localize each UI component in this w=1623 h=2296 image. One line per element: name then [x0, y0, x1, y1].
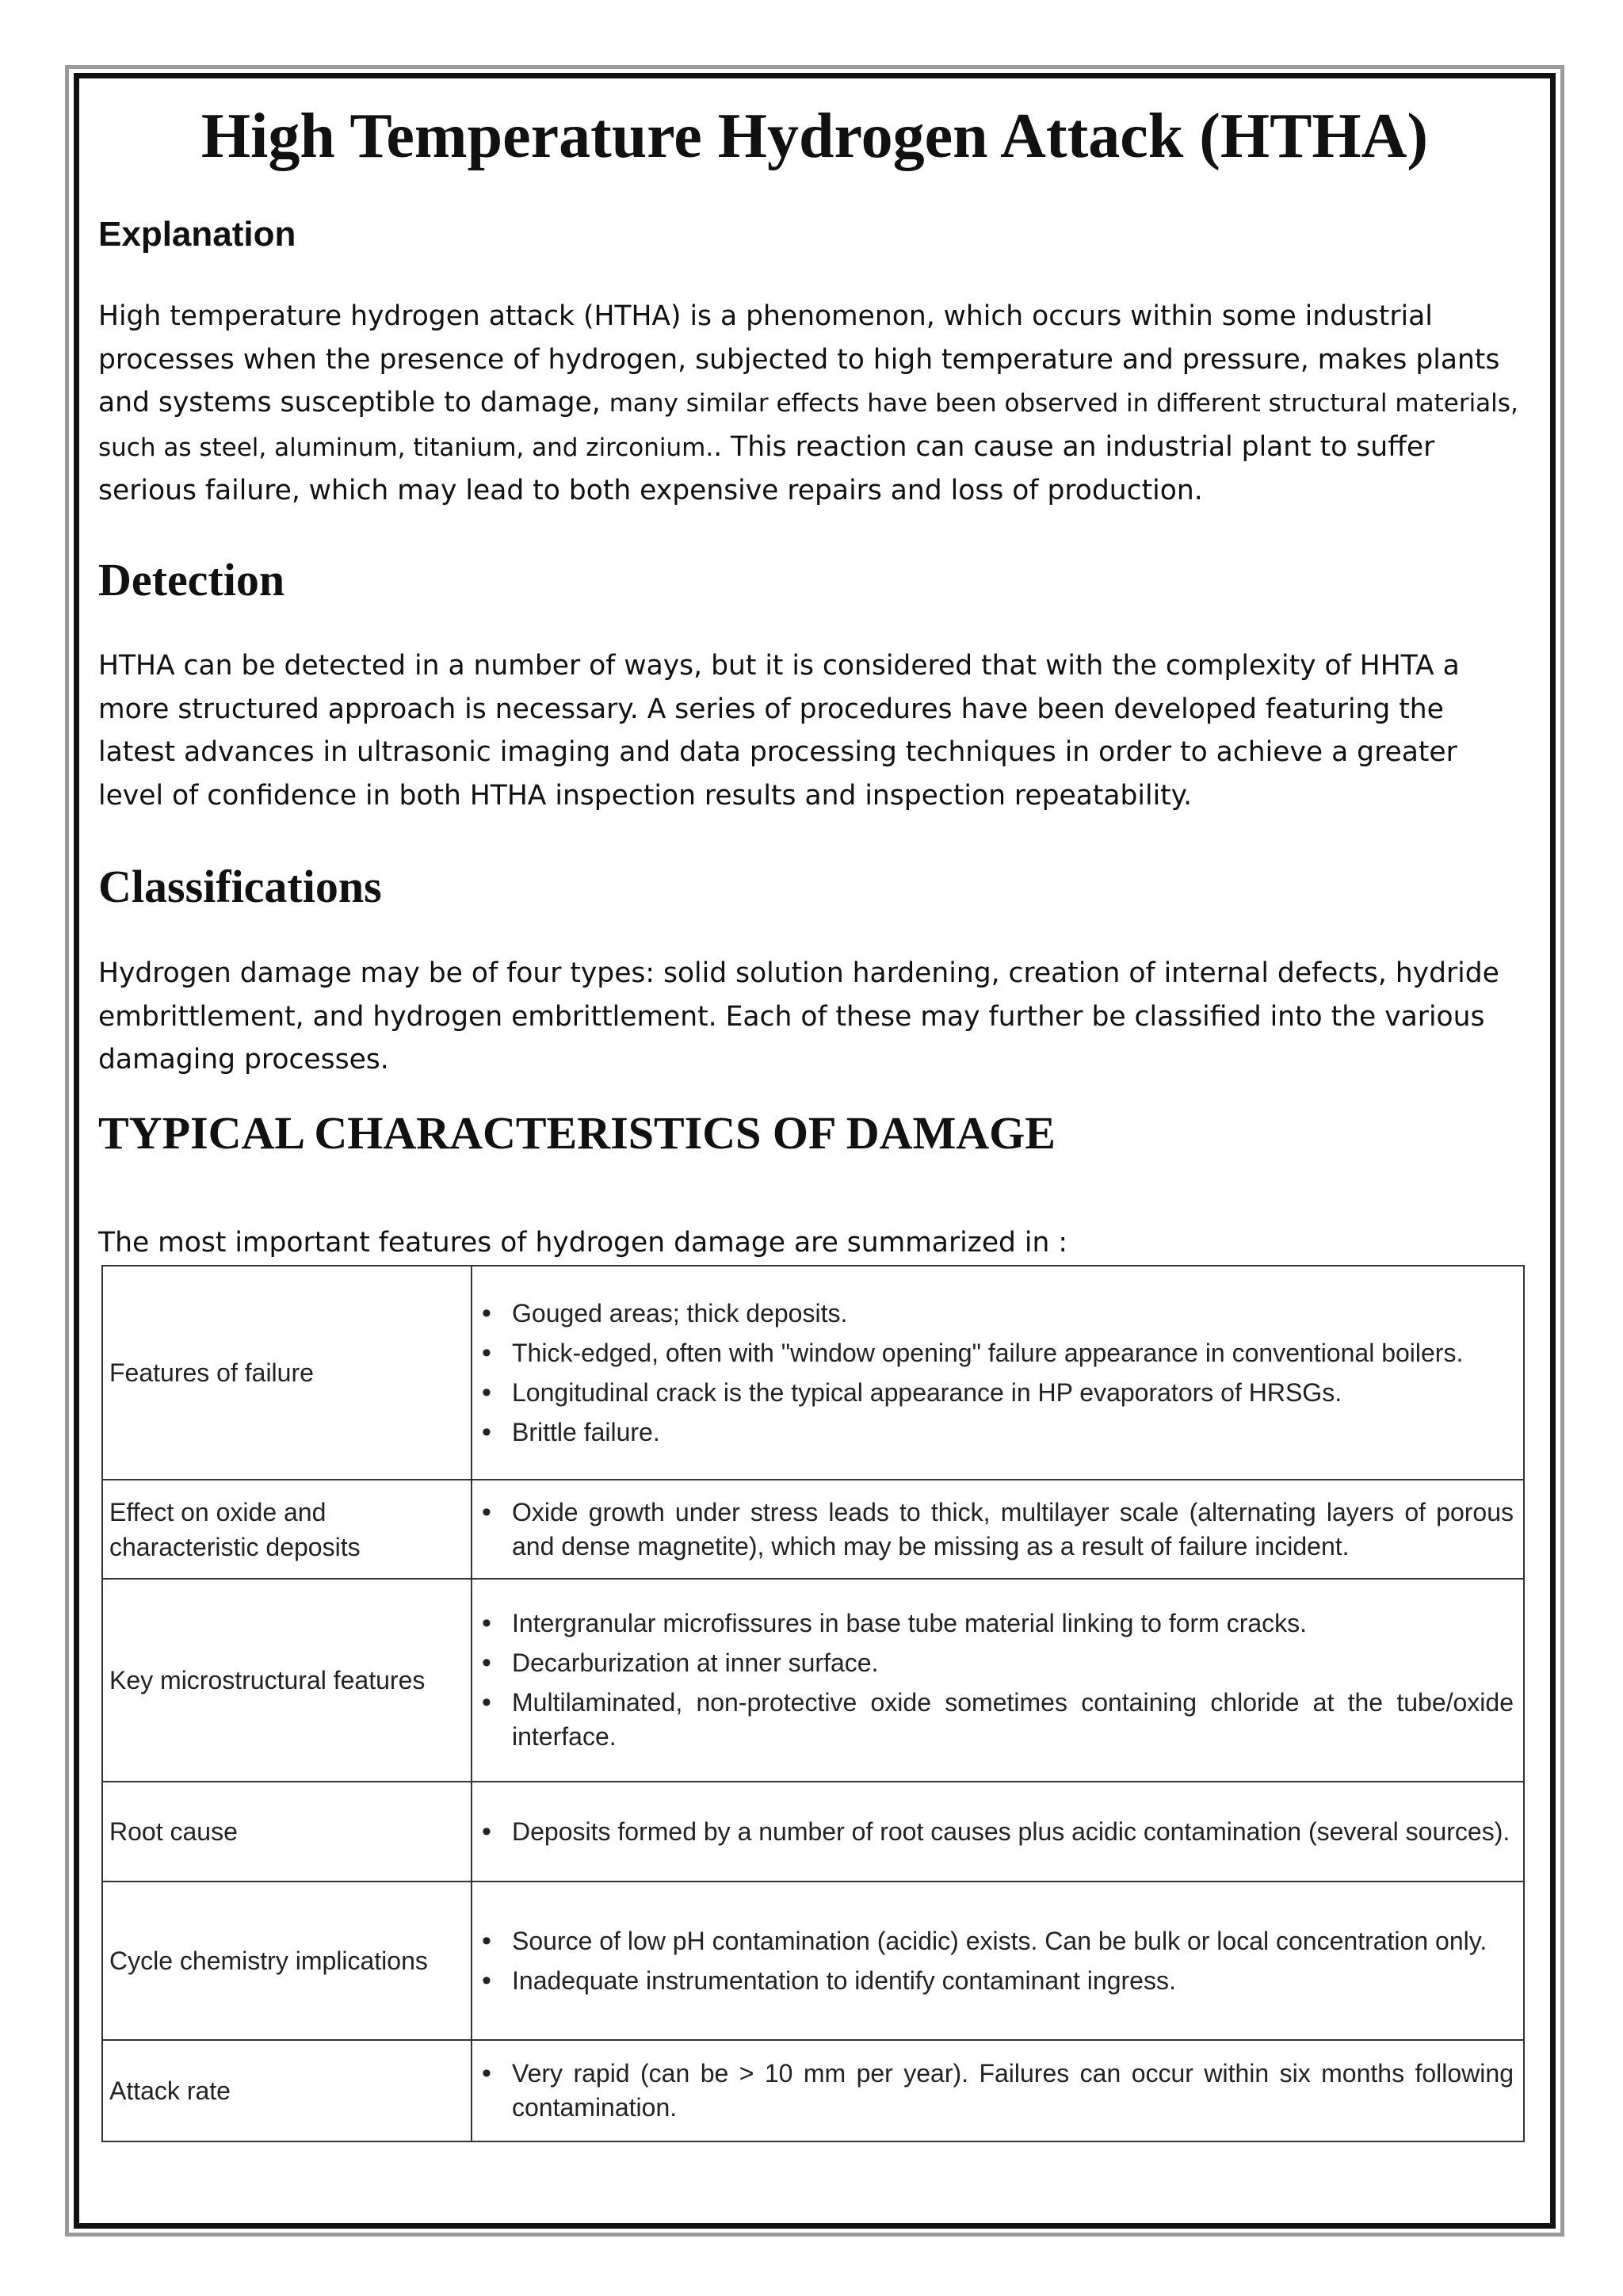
page-title: High Temperature Hydrogen Attack (HTHA): [200, 101, 1429, 171]
typical-characteristics-heading: TYPICAL CHARACTERISTICS OF DAMAGE: [98, 1107, 1056, 1159]
table-row: [102, 1266, 1524, 1480]
row-label: Features of failure: [102, 1266, 472, 1480]
list-item: • Inadequate instrumentation to identify contaminant ingress.: [472, 1964, 1514, 1998]
explanation-heading: Explanation: [98, 215, 296, 254]
table-row: [102, 2040, 1524, 2141]
list-item: • Oxide growth under stress leads to thick, multilayer scale (alternating layers of porous and dense magnetite), which may be missing as a result of failure incident.: [472, 1496, 1514, 1564]
list-item: • Deposits formed by a number of root causes plus acidic contamination (several sources).: [472, 1815, 1514, 1849]
list-item: • Source of low pH contamination (acidic) exists. Can be bulk or local concentration only.: [472, 1924, 1514, 1958]
explanation-text-c: . This reaction can cause an industrial plant to suffer serious failure, which may lead to both expensive repairs and loss of production.: [98, 430, 1435, 506]
explanation-text-b: many similar effects have been observed in different structural materials, such as steel, aluminum, titanium, and zirconium.: [98, 389, 1518, 462]
list-item: • Longitudinal crack is the typical appearance in HP evaporators of HRSGs.: [472, 1376, 1514, 1410]
detection-heading: Detection: [98, 554, 285, 606]
explanation-text-a: High temperature hydrogen attack (HTHA) is a phenomenon, which occurs within some industrial processes when the presence of hydrogen, subjected to high temperature and pressure, makes plants and systems susceptible to damage,: [98, 300, 1500, 418]
list-item: • Decarburization at inner surface.: [472, 1646, 1514, 1680]
damage-characteristics-table: [101, 1265, 1525, 2142]
row-label: Attack rate: [102, 2040, 472, 2141]
table-row: [102, 1480, 1524, 1578]
table-row: [102, 1782, 1524, 1881]
classifications-paragraph: Hydrogen damage may be of four types: solid solution hardening, creation of internal defects, hydride embrittlement, and hydrogen embrittlement. Each of these may further be classified into the various damaging processes.: [98, 957, 1499, 1075]
detection-paragraph: HTHA can be detected in a number of ways, but it is considered that with the complexity of HHTA a more structured approach is necessary. A series of procedures have been developed featuring the latest advances in ultrasonic imaging and data processing techniques in order to achieve a greater level of confidence in both HTHA inspection results and inspection repeatability.: [98, 650, 1460, 812]
list-item: • Brittle failure.: [472, 1415, 1514, 1450]
row-label: Cycle chemistry implications: [102, 1881, 472, 2039]
explanation-paragraph: [98, 295, 1525, 513]
table-row: [102, 1881, 1524, 2039]
list-item: • Thick-edged, often with "window opening" failure appearance in conventional boilers.: [472, 1336, 1514, 1370]
list-item: • Very rapid (can be > 10 mm per year). Failures can occur within six months following contamination.: [472, 2057, 1514, 2125]
row-label: Root cause: [102, 1782, 472, 1881]
list-item: • Intergranular microfissures in base tube material linking to form cracks.: [472, 1606, 1514, 1641]
row-label: Effect on oxide and characteristic deposits: [102, 1480, 472, 1578]
row-label: Key microstructural features: [102, 1579, 472, 1782]
table-row: [102, 1579, 1524, 1782]
typical-intro: The most important features of hydrogen damage are summarized in :: [98, 1227, 1067, 1259]
list-item: • Multilaminated, non-protective oxide sometimes containing chloride at the tube/oxide interface.: [472, 1686, 1514, 1754]
list-item: • Gouged areas; thick deposits.: [472, 1297, 1514, 1331]
classifications-heading: Classifications: [98, 861, 382, 912]
